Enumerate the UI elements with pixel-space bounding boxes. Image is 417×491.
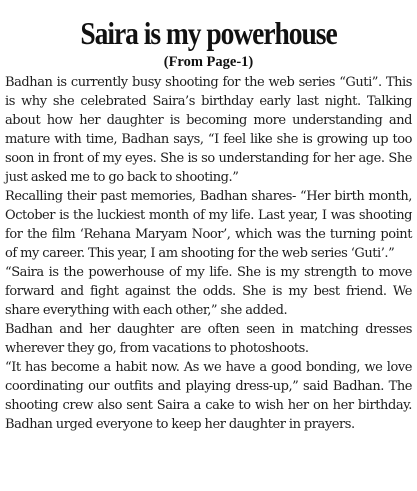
paragraph-4: Badhan and her daughter are often seen in matching dresses wherever they go, from vacations to photoshoots. [5, 322, 412, 356]
article-headline: Saira is my powerhouse [80, 15, 337, 51]
jump-line: (From Page-1) [163, 54, 254, 70]
paragraph-2: Recalling their past memories, Badhan shares- “Her birth month, October is the luckiest month of my life. Last year, I was shooting for the film ‘Rehana Maryam Noor’, which was the turning point of my career. This year, I am shooting for the web series ‘Guti’.” [5, 189, 412, 261]
article-body [5, 73, 412, 434]
paragraph-5: “It has become a habit now. As we have a good bonding, we love coordinating our outfits and playing dress-up,” said Badhan. The shooting crew also sent Saira a cake to wish her on her birthday. Badhan urged everyone to keep her daughter in prayers. [5, 360, 412, 432]
paragraph-3: “Saira is the powerhouse of my life. She is my strength to move forward and fight against the odds. She is my best friend. We share everything with each other,” she added. [5, 265, 412, 318]
paragraph-1: Badhan is currently busy shooting for the web series “Guti”. This is why she celebrated Saira’s birthday early last night. Talking about how her daughter is becoming more understanding and mature with time, Badhan says, “I feel like she is growing up too soon in front of my eyes. She is so understanding for her age. She just asked me to go back to shooting.” [5, 75, 412, 185]
